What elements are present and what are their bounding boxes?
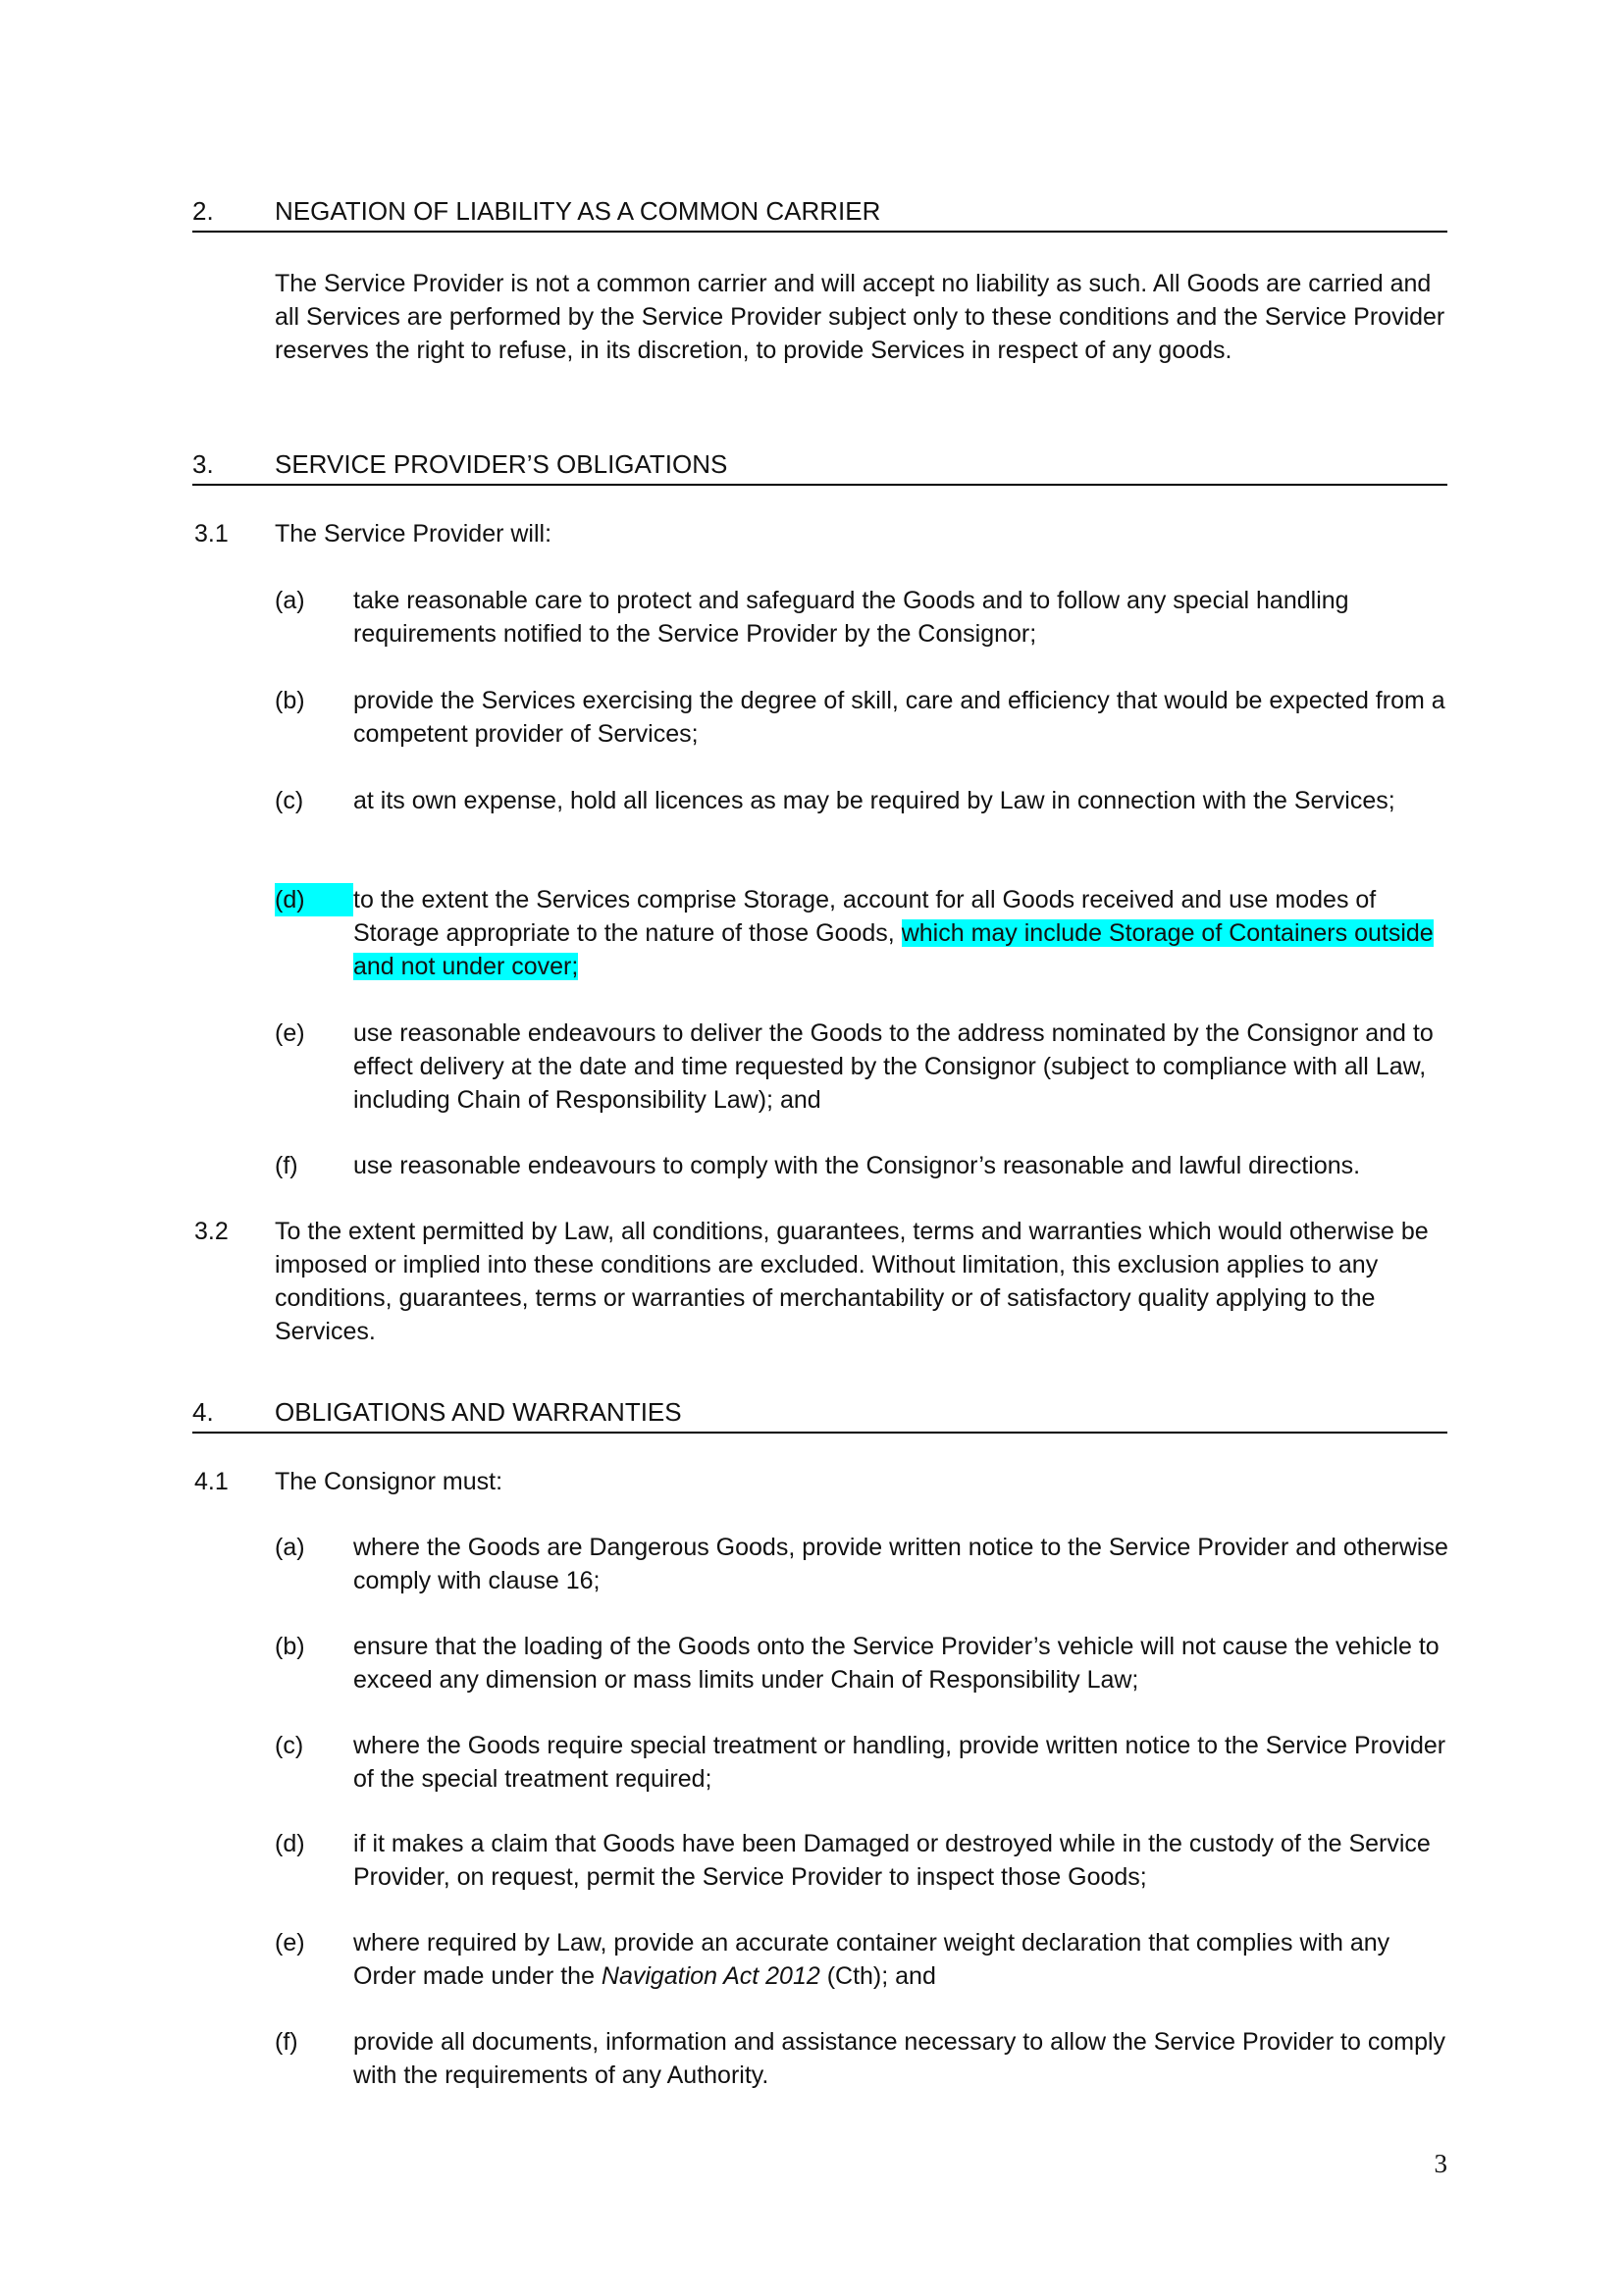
section-2-heading <box>192 194 1447 233</box>
section-2-body: The Service Provider is not a common carrier and will accept no liability as such. All Goods are carried and all Services are performed by the Service Provider subject only to these conditions and the Service Provider reserves the right to refuse, in its discretion, to provide Services in respect of any goods. <box>275 270 1445 364</box>
list-item-text: provide all documents, information and assistance necessary to allow the Service Provider to comply with the requirements of any Authority. <box>353 2028 1446 2089</box>
list-item-label: (a) <box>275 1534 305 1561</box>
highlighted-text: which may include Storage of Containers outside and not under cover; <box>353 919 1434 980</box>
list-item-text: use reasonable endeavours to comply with the Consignor’s reasonable and lawful directions. <box>353 1152 1361 1179</box>
list-item-label: (d) <box>275 1830 305 1857</box>
item-text-after: (Cth); and <box>819 1962 936 1990</box>
list-item-text: take reasonable care to protect and safeguard the Goods and to follow any special handling requirements notified to the Service Provider by the Consignor; <box>353 587 1349 648</box>
item-text-before: where required by Law, provide an accurate container weight declaration that complies with any Order made under the <box>353 1929 1390 1990</box>
section-4-heading <box>192 1395 1447 1434</box>
list-item-label: (e) <box>275 1019 305 1047</box>
list-item-label: (b) <box>275 1633 305 1660</box>
clause-number: 3.2 <box>194 1218 229 1245</box>
list-item-text: where the Goods require special treatment or handling, provide written notice to the Service Provider of the special treatment required; <box>353 1732 1446 1793</box>
clause-number: 3.1 <box>194 520 229 548</box>
section-title: SERVICE PROVIDER’S OBLIGATIONS <box>275 449 728 479</box>
act-title: Navigation Act 2012 <box>601 1962 820 1990</box>
list-item-label: (b) <box>275 687 305 714</box>
clause-number: 4.1 <box>194 1468 229 1495</box>
list-item-text <box>353 883 1452 983</box>
list-item-label: (a) <box>275 587 305 614</box>
list-item-text: where the Goods are Dangerous Goods, provide written notice to the Service Provider and otherwise comply with clause 16; <box>353 1534 1448 1594</box>
section-title: OBLIGATIONS AND WARRANTIES <box>275 1397 682 1427</box>
highlight-mark: (d) <box>275 883 353 916</box>
list-item-label: (f) <box>275 1152 298 1179</box>
clause-text: To the extent permitted by Law, all conditions, guarantees, terms and warranties which would otherwise be imposed or implied into these conditions are excluded. Without limitation, this exclusion applies to any conditions, guarantees, terms or warranties of merchantability or of satisfactory quality applying to the Services. <box>275 1218 1429 1345</box>
section-number: 4. <box>192 1397 214 1427</box>
list-item-text: if it makes a claim that Goods have been Damaged or destroyed while in the custody of the Service Provider, on request, permit the Service Provider to inspect those Goods; <box>353 1830 1431 1891</box>
list-item-text: ensure that the loading of the Goods onto the Service Provider’s vehicle will not cause the vehicle to exceed any dimension or mass limits under Chain of Responsibility Law; <box>353 1633 1440 1694</box>
highlighted-item-label <box>275 883 353 916</box>
section-number: 3. <box>192 449 214 479</box>
list-item-label: (c) <box>275 1732 304 1759</box>
list-item-text: provide the Services exercising the degree of skill, care and efficiency that would be expected from a competent provider of Services; <box>353 687 1445 748</box>
list-item-label: (c) <box>275 787 304 814</box>
list-item-text: use reasonable endeavours to deliver the Goods to the address nominated by the Consignor and to effect delivery at the date and time requested by the Consignor (subject to compliance with all Law, including Chain of Responsibility Law); and <box>353 1019 1434 1114</box>
clause-intro: The Service Provider will: <box>275 520 552 548</box>
item-text-plain: to the extent the Services comprise Storage, account for all Goods received and use modes of Storage appropriate to the nature of those Goods, <box>353 886 1377 947</box>
list-item-label: (e) <box>275 1929 305 1957</box>
clause-intro: The Consignor must: <box>275 1468 503 1495</box>
page-number: 3 <box>1434 2149 1447 2178</box>
list-item-label: (f) <box>275 2028 298 2056</box>
section-number: 2. <box>192 196 214 226</box>
section-title: NEGATION OF LIABILITY AS A COMMON CARRIER <box>275 196 881 226</box>
list-item-text <box>353 1926 1452 1993</box>
section-3-heading <box>192 447 1447 486</box>
list-item-text: at its own expense, hold all licences as may be required by Law in connection with the Services; <box>353 787 1395 814</box>
